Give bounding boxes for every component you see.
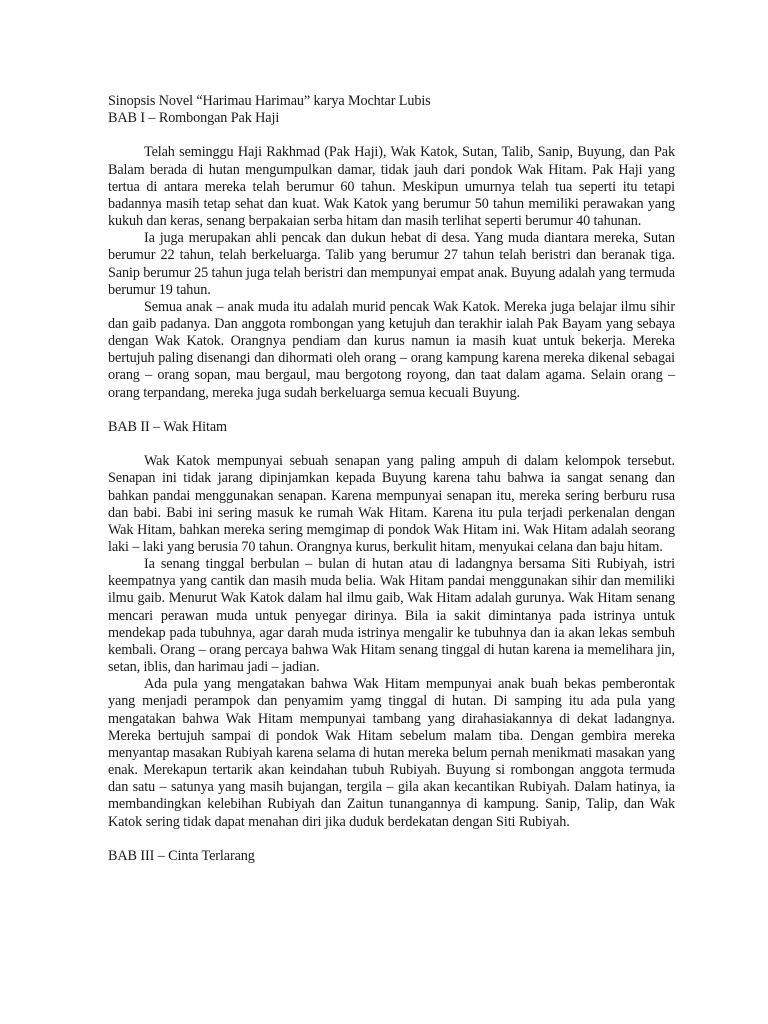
chapter-1-heading: BAB I – Rombongan Pak Haji [108, 110, 280, 127]
document-page [108, 93, 675, 865]
spacer [108, 402, 675, 419]
chapter-2-paragraph: Ia senang tinggal berbulan – bulan di hutan atau di ladangnya bersama Siti Rubiyah, istri keempatnya yang cantik dan masih muda belia. Wak Hitam pandai menggunakan sihir dan memiliki ilmu gaib. Menurut Wak Katok dalam hal ilmu gaib, Wak Hitam adalah gurunya. Wak Hitam senang mencari perawan muda untuk penyegar dirinya. Bila ia sakit dimintanya pada istrinya untuk mendekap pada tubuhnya, agar darah muda istrinya mengalir ke tubuhnya dan ia akan lekas sembuh kembali. Orang – orang percaya bahwa Wak Hitam senang tinggal di hutan karena ia memelihara jin, setan, iblis, dan harimau jadi – jadian. [108, 556, 675, 676]
chapter-1-paragraph: Telah seminggu Haji Rakhmad (Pak Haji), Wak Katok, Sutan, Talib, Sanip, Buyung, dan Pak Balam berada di hutan mengumpulkan damar, tidak jauh dari pondok Wak Hitam. Pak Haji yang tertua di antara mereka telah berumur 60 tahun. Meskipun umurnya telah tua seperti itu tetapi badannya masih tetap sehat dan kuat. Wak Katok yang berumur 50 tahun memiliki perawakan yang kukuh dan keras, senang berpakaian serba hitam dan masih terlihat seperti berumur 40 tahunan. [108, 144, 675, 230]
spacer [108, 127, 675, 144]
chapter-1-paragraph: Semua anak – anak muda itu adalah murid pencak Wak Katok. Mereka juga belajar ilmu sihir dan gaib padanya. Dan anggota rombongan yang ketujuh dan terakhir ialah Pak Bayam yang sebaya dengan Wak Katok. Orangnya pendiam dan kurus namun ia masih kuat untuk bekerja. Mereka bertujuh paling disenangi dan dihormati oleh orang – orang kampung karena mereka dikenal sebagai orang – orang sopan, mau bergaul, mau bergotong royong, dan taat dalam agama. Selain orang – orang terpandang, mereka juga sudah berkeluarga semua kecuali Buyung. [108, 298, 675, 401]
document-title: Sinopsis Novel “Harimau Harimau” karya Mochtar Lubis [108, 93, 431, 109]
chapter-2-paragraph: Wak Katok mempunyai sebuah senapan yang paling ampuh di dalam kelompok tersebut. Senapan ini tidak jarang dipinjamkan kepada Buyung karena tahu bahwa ia sangat senang dan bahkan pandai menggunakan senapan. Karena mempunyai senapan itu, mereka sering berburu rusa dan babi. Babi ini sering masuk ke rumah Wak Hitam. Karena itu pula terjadi perkenalan dengan Wak Hitam, bahkan mereka sering memgimap di pondok Wak Hitam ini. Wak Hitam adalah seorang laki – laki yang berusia 70 tahun. Orangnya kurus, berkulit hitam, menyukai celana dan baju hitam. [108, 453, 675, 556]
spacer [108, 436, 675, 453]
chapter-2-heading: BAB II – Wak Hitam [108, 418, 227, 435]
spacer [108, 831, 675, 848]
chapter-1-paragraph: Ia juga merupakan ahli pencak dan dukun hebat di desa. Yang muda diantara mereka, Sutan berumur 22 tahun, telah berkeluarga. Talib yang berumur 27 tahun telah beristri dan beranak tiga. Sanip berumur 25 tahun juga telah beristri dan mempunyai empat anak. Buyung adalah yang termuda berumur 19 tahun. [108, 230, 675, 298]
chapter-2-paragraph: Ada pula yang mengatakan bahwa Wak Hitam mempunyai anak buah bekas pemberontak yang menjadi perampok dan penyamim yamg tinggal di hutan. Di samping itu ada pula yang mengatakan bahwa Wak Hitam mempunyai tambang yang dirahasiakannya di dekat ladangnya. Mereka bertujuh sampai di pondok Wak Hitam sebelum malam tiba. Dengan gembira mereka menyantap masakan Rubiyah karena selama di hutan mereka belum pernah menikmati masakan yang enak. Merekapun tertarik akan keindahan tubuh Rubiyah. Buyung si rombongan anggota termuda dan satu – satunya yang masih bujangan, tergila – gila akan kecantikan Rubiyah. Dalam hatinya, ia membandingkan kelebihan Rubiyah dan Zaitun tunangannya di kampung. Sanip, Talip, dan Wak Katok sering tidak dapat menahan diri jika duduk berdekatan dengan Siti Rubiyah. [108, 676, 675, 830]
chapter-3-heading: BAB III – Cinta Terlarang [108, 847, 255, 864]
